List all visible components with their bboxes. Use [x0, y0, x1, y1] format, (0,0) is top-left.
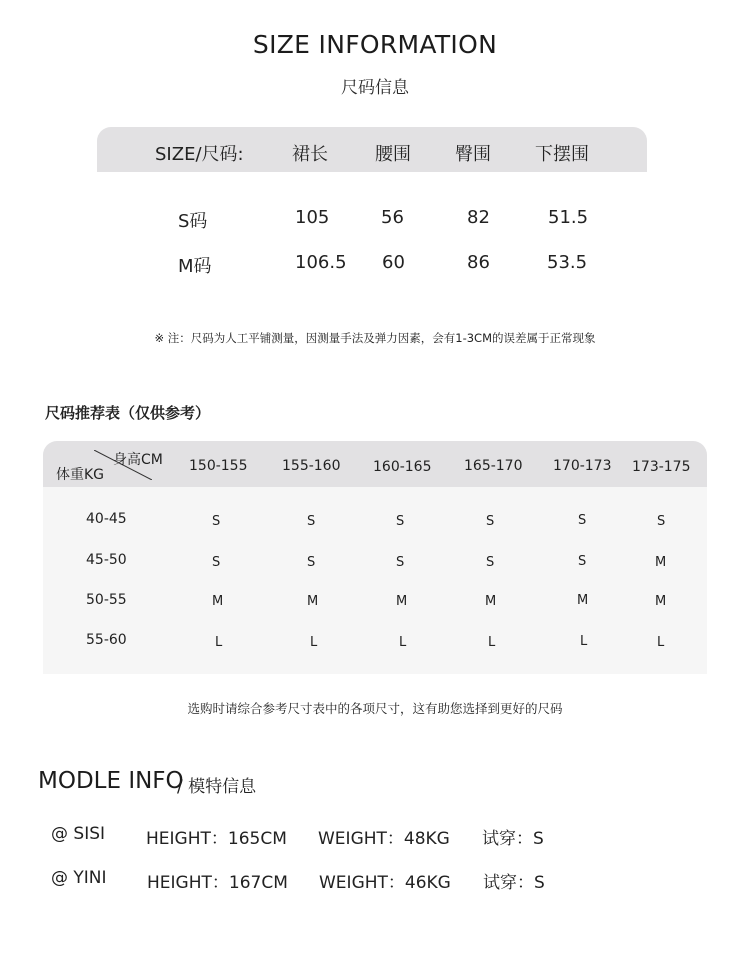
weight-range-3: 50-55: [86, 592, 127, 608]
height-range-2: 155-160: [282, 458, 341, 474]
model-fit-1: 试穿：S: [482, 829, 544, 849]
page-subtitle: 尺码信息: [341, 78, 409, 98]
model-name-1: @ SISI: [51, 824, 106, 844]
size-cell: S: [212, 555, 221, 570]
recommend-footnote: 选购时请综合参考尺寸表中的各项尺寸，这有助您选择到更好的尺码: [187, 701, 563, 716]
height-range-5: 170-173: [553, 458, 612, 474]
size-cell: S: [486, 514, 495, 529]
model-height-1: HEIGHT：165CM: [146, 829, 287, 849]
size-header-waist: 腰围: [375, 144, 411, 165]
page-title: SIZE INFORMATION: [252, 30, 498, 59]
model-name-2: @ YINI: [51, 868, 107, 888]
size-cell: M: [655, 555, 667, 570]
size-row-s-label: S码: [178, 211, 208, 232]
size-cell: M: [396, 594, 408, 609]
size-row-m-hem: 53.5: [547, 252, 588, 273]
height-range-3: 160-165: [373, 459, 432, 475]
size-cell: L: [657, 635, 665, 650]
size-cell: M: [307, 594, 319, 609]
size-row-m-hip: 86: [467, 252, 490, 273]
size-row-s-hem: 51.5: [548, 207, 589, 228]
size-row-m-label: M码: [178, 256, 212, 277]
size-header-hip: 臀围: [455, 144, 491, 165]
size-row-s-hip: 82: [467, 207, 490, 228]
size-cell: S: [657, 514, 666, 529]
weight-range-1: 40-45: [86, 511, 127, 527]
model-weight-1: WEIGHT：48KG: [318, 829, 450, 849]
size-row-m-waist: 60: [382, 252, 405, 273]
size-header-size: SIZE/尺码:: [155, 144, 244, 165]
size-cell: M: [655, 594, 667, 609]
corner-height-label: 身高CM: [113, 452, 163, 468]
size-cell: M: [212, 594, 224, 609]
height-range-1: 150-155: [189, 458, 248, 474]
size-cell: S: [578, 513, 587, 528]
size-row-s-waist: 56: [381, 207, 404, 228]
corner-weight-label: 体重KG: [56, 467, 105, 483]
size-cell: S: [307, 514, 316, 529]
measurement-note: ※ 注：尺码为人工平铺测量，因测量手法及弹力因素，会有1-3CM的误差属于正常现象: [154, 331, 596, 345]
size-cell: S: [578, 554, 587, 569]
recommend-body-bg: [43, 487, 707, 674]
size-cell: S: [396, 514, 405, 529]
size-cell: M: [485, 594, 497, 609]
size-cell: M: [577, 593, 589, 608]
model-fit-2: 试穿：S: [483, 873, 545, 893]
size-cell: S: [396, 555, 405, 570]
size-cell: L: [399, 635, 407, 650]
model-info-subtitle: / 模特信息: [177, 777, 257, 797]
model-info-title: MODLE INFO: [38, 768, 184, 794]
recommend-title: 尺码推荐表（仅供参考）: [45, 404, 211, 422]
size-cell: L: [310, 635, 318, 650]
model-height-2: HEIGHT：167CM: [147, 873, 288, 893]
size-header-hem: 下摆围: [535, 144, 589, 165]
weight-range-4: 55-60: [86, 632, 127, 648]
model-weight-2: WEIGHT：46KG: [319, 873, 451, 893]
size-cell: L: [488, 635, 496, 650]
size-cell: S: [212, 514, 221, 529]
size-cell: L: [215, 635, 223, 650]
size-cell: L: [580, 634, 588, 649]
height-range-4: 165-170: [464, 458, 523, 474]
size-cell: S: [486, 555, 495, 570]
size-row-m-length: 106.5: [295, 252, 347, 273]
height-range-6: 173-175: [632, 459, 691, 475]
size-cell: S: [307, 555, 316, 570]
size-header-length: 裙长: [292, 144, 328, 165]
weight-range-2: 45-50: [86, 552, 127, 568]
size-row-s-length: 105: [295, 207, 330, 228]
